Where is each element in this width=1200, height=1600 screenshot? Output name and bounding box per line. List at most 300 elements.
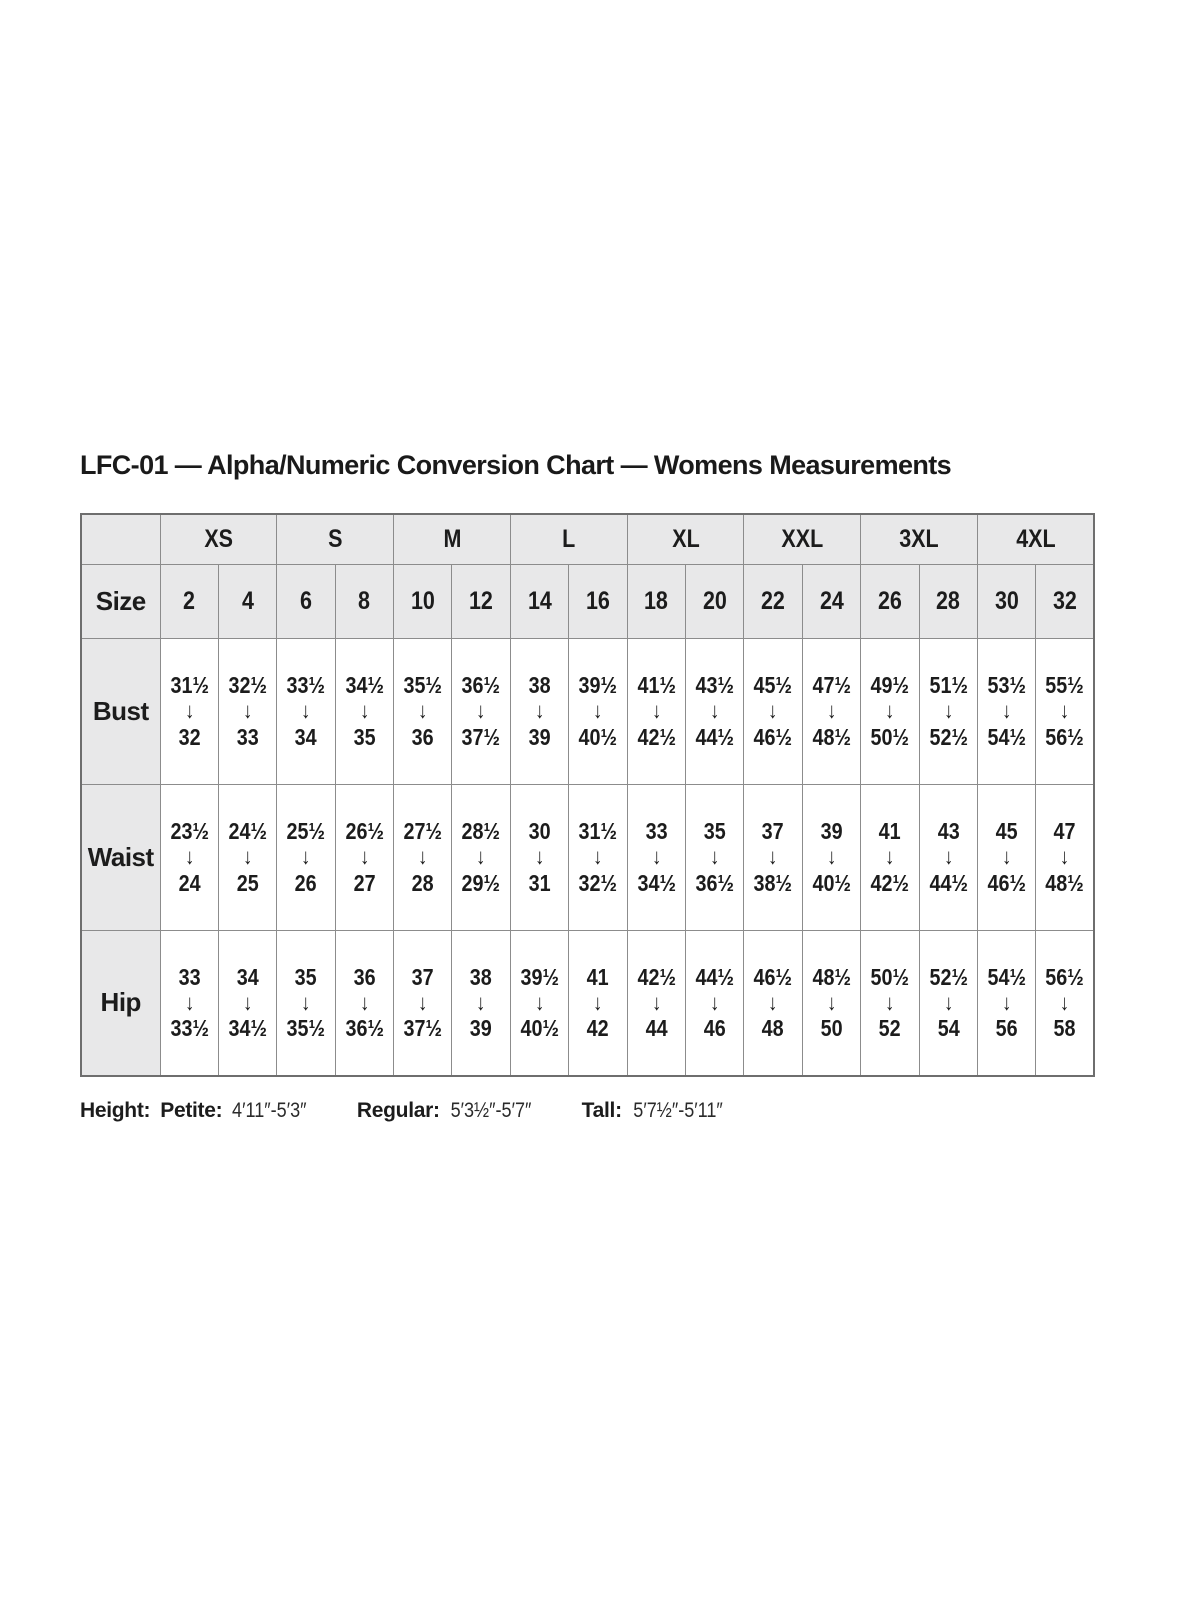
range-from-value: 25½ (286, 818, 326, 845)
range-stack (865, 963, 914, 1042)
range-to-value: 29½ (461, 869, 501, 896)
range-stack (982, 817, 1031, 896)
range-from-value: 31½ (169, 672, 209, 699)
down-arrow-icon: ↓ (242, 698, 253, 724)
down-arrow-icon: ↓ (301, 844, 311, 870)
range-to-value: 54 (937, 1015, 960, 1042)
range-from-value: 37 (411, 964, 434, 991)
down-arrow-icon: ↓ (768, 698, 778, 724)
range-stack (1040, 963, 1089, 1042)
range-cell-waist-size-28 (919, 784, 977, 930)
range-stack (456, 963, 505, 1042)
numeric-size-header-4 (218, 564, 276, 638)
range-cell-bust-size-20 (686, 638, 744, 784)
range-from-value: 51½ (929, 672, 968, 699)
range-to-value: 31 (528, 869, 551, 896)
range-from-value: 52½ (929, 964, 968, 991)
range-stack (690, 817, 739, 896)
down-arrow-icon: ↓ (710, 990, 720, 1016)
down-arrow-icon: ↓ (1001, 844, 1012, 870)
petite-label: Petite: (160, 1099, 223, 1122)
range-to-value: 42½ (637, 723, 676, 750)
range-stack (748, 817, 797, 896)
numeric-size-header-10 (394, 564, 452, 638)
range-from-value: 38 (470, 964, 493, 991)
range-stack (456, 671, 505, 750)
range-to-value: 37½ (403, 1015, 443, 1042)
down-arrow-icon: ↓ (1060, 990, 1070, 1016)
numeric-size-header-20 (686, 564, 744, 638)
range-cell-bust-size-4 (218, 638, 276, 784)
range-from-value: 45½ (753, 672, 793, 699)
down-arrow-icon: ↓ (768, 844, 778, 870)
range-cell-hip-size-4 (218, 930, 276, 1076)
numeric-size-header-12 (452, 564, 510, 638)
range-from-value: 49½ (870, 672, 910, 699)
numeric-size-value: 22 (761, 586, 786, 615)
numeric-size-value: 28 (936, 586, 961, 615)
range-to-value: 38½ (753, 869, 793, 896)
range-stack (924, 817, 973, 896)
down-arrow-icon: ↓ (418, 990, 428, 1016)
down-arrow-icon: ↓ (1060, 844, 1070, 870)
range-from-value: 43 (937, 818, 960, 845)
range-to-value: 39 (470, 1015, 493, 1042)
down-arrow-icon: ↓ (476, 990, 486, 1016)
down-arrow-icon: ↓ (651, 990, 662, 1016)
range-from-value: 41½ (637, 672, 676, 699)
range-from-value: 44½ (695, 964, 734, 991)
down-arrow-icon: ↓ (826, 844, 837, 870)
range-stack (807, 963, 856, 1042)
range-stack (924, 963, 973, 1042)
numeric-size-header-18 (627, 564, 685, 638)
range-cell-hip-size-30 (978, 930, 1036, 1076)
range-stack (865, 817, 914, 896)
numeric-size-value: 2 (183, 586, 196, 615)
range-stack (632, 963, 681, 1042)
down-arrow-icon: ↓ (1001, 698, 1012, 724)
range-to-value: 40½ (812, 869, 851, 896)
numeric-size-value: 4 (241, 586, 254, 615)
range-to-value: 32 (178, 723, 201, 750)
alpha-size-label: S (328, 524, 343, 553)
range-from-value: 43½ (695, 672, 734, 699)
range-to-value: 56½ (1045, 723, 1085, 750)
tall-range: 5′7½″-5′11″ (633, 1099, 723, 1122)
range-to-value: 34½ (637, 869, 676, 896)
down-arrow-icon: ↓ (651, 844, 662, 870)
range-cell-waist-size-30 (978, 784, 1036, 930)
range-from-value: 35½ (403, 672, 443, 699)
range-cell-waist-size-10 (394, 784, 452, 930)
down-arrow-icon: ↓ (418, 698, 428, 724)
range-cell-bust-size-6 (277, 638, 335, 784)
range-stack (807, 817, 856, 896)
range-from-value: 47 (1053, 818, 1076, 845)
range-stack (515, 963, 564, 1042)
down-arrow-icon: ↓ (184, 844, 194, 870)
numeric-size-value: 26 (877, 586, 902, 615)
numeric-size-value: 14 (527, 586, 552, 615)
range-cell-waist-size-24 (802, 784, 860, 930)
down-arrow-icon: ↓ (418, 844, 428, 870)
petite-range: 4′11″-5′3″ (232, 1099, 307, 1122)
range-cell-waist-size-22 (744, 784, 802, 930)
range-stack (223, 671, 272, 750)
range-from-value: 41 (586, 964, 609, 991)
down-arrow-icon: ↓ (184, 698, 194, 724)
range-from-value: 48½ (812, 964, 851, 991)
range-from-value: 34½ (345, 672, 384, 699)
down-arrow-icon: ↓ (943, 698, 954, 724)
range-to-value: 44 (645, 1015, 668, 1042)
range-stack (807, 671, 856, 750)
range-cell-waist-size-32 (1036, 784, 1094, 930)
alpha-size-header-xs (160, 514, 277, 564)
range-cell-hip-size-24 (802, 930, 860, 1076)
numeric-size-header-row (81, 564, 1094, 638)
numeric-size-header-32 (1036, 564, 1094, 638)
range-stack (690, 963, 739, 1042)
down-arrow-icon: ↓ (1001, 990, 1012, 1016)
range-to-value: 42½ (870, 869, 910, 896)
range-stack (982, 963, 1031, 1042)
range-cell-bust-size-2 (160, 638, 218, 784)
range-from-value: 54½ (987, 964, 1026, 991)
range-cell-hip-size-28 (919, 930, 977, 1076)
down-arrow-icon: ↓ (943, 990, 954, 1016)
down-arrow-icon: ↓ (593, 990, 603, 1016)
range-to-value: 37½ (461, 723, 501, 750)
numeric-size-value: 30 (994, 586, 1019, 615)
down-arrow-icon: ↓ (826, 990, 837, 1016)
numeric-size-header-22 (744, 564, 802, 638)
alpha-size-header-l (510, 514, 627, 564)
tall-label: Tall: (581, 1099, 622, 1122)
range-cell-hip-size-6 (277, 930, 335, 1076)
range-cell-bust-size-16 (569, 638, 627, 784)
range-from-value: 42½ (637, 964, 676, 991)
range-stack (398, 817, 447, 896)
range-from-value: 35 (294, 964, 317, 991)
range-cell-hip-size-20 (686, 930, 744, 1076)
numeric-size-value: 12 (469, 586, 494, 615)
range-from-value: 35 (703, 818, 726, 845)
size-guide-content (80, 450, 1094, 1123)
alpha-size-label: L (562, 524, 576, 553)
range-cell-bust-size-28 (919, 638, 977, 784)
down-arrow-icon: ↓ (885, 844, 895, 870)
range-cell-bust-size-32 (1036, 638, 1094, 784)
numeric-size-header-24 (802, 564, 860, 638)
range-cell-bust-size-22 (744, 638, 802, 784)
range-from-value: 33 (178, 964, 201, 991)
range-to-value: 35½ (286, 1015, 326, 1042)
measurement-row-waist (81, 784, 1094, 930)
height-legend-title: Height: (80, 1099, 151, 1122)
range-stack (398, 963, 447, 1042)
range-to-value: 26 (294, 869, 317, 896)
down-arrow-icon: ↓ (593, 844, 603, 870)
range-cell-waist-size-14 (510, 784, 568, 930)
range-from-value: 39½ (520, 964, 559, 991)
range-cell-hip-size-16 (569, 930, 627, 1076)
down-arrow-icon: ↓ (885, 698, 895, 724)
range-cell-hip-size-10 (394, 930, 452, 1076)
range-to-value: 58 (1053, 1015, 1076, 1042)
range-to-value: 46½ (987, 869, 1026, 896)
range-from-value: 31½ (578, 818, 618, 845)
row-label-bust: Bust (81, 638, 160, 784)
down-arrow-icon: ↓ (301, 990, 311, 1016)
range-stack (1040, 817, 1089, 896)
down-arrow-icon: ↓ (534, 990, 545, 1016)
corner-cell (81, 514, 160, 564)
range-cell-waist-size-20 (686, 784, 744, 930)
range-to-value: 50½ (870, 723, 910, 750)
down-arrow-icon: ↓ (476, 698, 486, 724)
range-to-value: 33 (236, 723, 259, 750)
numeric-size-value: 10 (410, 586, 435, 615)
range-to-value: 39 (528, 723, 551, 750)
numeric-size-value: 20 (702, 586, 727, 615)
range-to-value: 34 (294, 723, 317, 750)
range-cell-bust-size-8 (335, 638, 393, 784)
range-stack (573, 671, 622, 750)
range-cell-bust-size-10 (394, 638, 452, 784)
range-stack (865, 671, 914, 750)
range-cell-waist-size-2 (160, 784, 218, 930)
range-stack (924, 671, 973, 750)
down-arrow-icon: ↓ (534, 844, 545, 870)
range-stack (573, 817, 622, 896)
range-to-value: 44½ (929, 869, 968, 896)
range-to-value: 52½ (929, 723, 968, 750)
size-row-label: Size (81, 564, 160, 638)
range-stack (165, 963, 214, 1042)
numeric-size-value: 8 (358, 586, 371, 615)
alpha-size-header-3xl (861, 514, 978, 564)
range-to-value: 42 (586, 1015, 609, 1042)
range-cell-bust-size-18 (627, 638, 685, 784)
range-stack (398, 671, 447, 750)
range-cell-hip-size-22 (744, 930, 802, 1076)
range-from-value: 53½ (987, 672, 1026, 699)
range-stack (573, 963, 622, 1042)
range-cell-hip-size-12 (452, 930, 510, 1076)
down-arrow-icon: ↓ (826, 698, 837, 724)
down-arrow-icon: ↓ (359, 990, 370, 1016)
numeric-size-header-6 (277, 564, 335, 638)
numeric-size-value: 6 (300, 586, 312, 615)
range-to-value: 24 (178, 869, 201, 896)
range-cell-waist-size-6 (277, 784, 335, 930)
range-to-value: 33½ (169, 1015, 209, 1042)
range-stack (340, 671, 389, 750)
range-to-value: 56 (995, 1015, 1018, 1042)
down-arrow-icon: ↓ (301, 698, 311, 724)
alpha-size-header-s (277, 514, 394, 564)
page-title: LFC-01 — Alpha/Numeric Conversion Chart — Womens Measurements (80, 450, 952, 480)
down-arrow-icon: ↓ (651, 698, 662, 724)
range-from-value: 33 (645, 818, 668, 845)
range-stack (165, 671, 214, 750)
range-cell-hip-size-18 (627, 930, 685, 1076)
range-to-value: 48½ (812, 723, 851, 750)
range-to-value: 46 (703, 1015, 726, 1042)
alpha-size-header-xl (627, 514, 744, 564)
alpha-size-header-m (394, 514, 511, 564)
range-to-value: 25 (236, 869, 259, 896)
numeric-size-header-14 (510, 564, 568, 638)
size-chart-table (80, 513, 1095, 1077)
down-arrow-icon: ↓ (885, 990, 895, 1016)
numeric-size-value: 24 (819, 586, 844, 615)
range-from-value: 28½ (461, 818, 501, 845)
range-to-value: 36½ (695, 869, 734, 896)
range-to-value: 40½ (578, 723, 618, 750)
numeric-size-header-8 (335, 564, 393, 638)
range-to-value: 46½ (753, 723, 793, 750)
range-from-value: 26½ (345, 818, 384, 845)
alpha-size-label: 4XL (1015, 524, 1056, 553)
range-from-value: 39 (820, 818, 843, 845)
range-cell-waist-size-18 (627, 784, 685, 930)
range-stack (165, 817, 214, 896)
range-to-value: 27 (353, 869, 376, 896)
range-from-value: 24½ (228, 818, 267, 845)
range-from-value: 46½ (753, 964, 793, 991)
range-from-value: 30 (528, 818, 551, 845)
range-cell-bust-size-30 (978, 638, 1036, 784)
range-stack (340, 963, 389, 1042)
range-stack (515, 817, 564, 896)
down-arrow-icon: ↓ (710, 844, 720, 870)
down-arrow-icon: ↓ (184, 990, 194, 1016)
numeric-size-header-2 (160, 564, 218, 638)
down-arrow-icon: ↓ (710, 698, 720, 724)
down-arrow-icon: ↓ (768, 990, 778, 1016)
legend-entry-regular (347, 1099, 538, 1122)
range-cell-waist-size-4 (218, 784, 276, 930)
range-from-value: 34 (236, 964, 259, 991)
range-from-value: 50½ (870, 964, 910, 991)
down-arrow-icon: ↓ (943, 844, 954, 870)
range-from-value: 39½ (578, 672, 618, 699)
alpha-size-header-4xl (978, 514, 1095, 564)
range-stack (281, 671, 330, 750)
range-cell-hip-size-14 (510, 930, 568, 1076)
numeric-size-header-28 (919, 564, 977, 638)
range-from-value: 27½ (403, 818, 443, 845)
down-arrow-icon: ↓ (242, 990, 253, 1016)
down-arrow-icon: ↓ (242, 844, 253, 870)
range-from-value: 41 (878, 818, 901, 845)
row-label-hip: Hip (81, 930, 160, 1076)
numeric-size-value: 32 (1052, 586, 1077, 615)
range-cell-waist-size-12 (452, 784, 510, 930)
range-cell-hip-size-32 (1036, 930, 1094, 1076)
range-to-value: 28 (411, 869, 434, 896)
down-arrow-icon: ↓ (1060, 698, 1070, 724)
regular-label: Regular: (356, 1099, 440, 1122)
range-to-value: 36½ (345, 1015, 384, 1042)
legend-entry-petite (150, 1099, 313, 1122)
down-arrow-icon: ↓ (359, 844, 370, 870)
range-to-value: 52 (878, 1015, 901, 1042)
range-cell-bust-size-24 (802, 638, 860, 784)
range-stack (340, 817, 389, 896)
range-from-value: 32½ (228, 672, 267, 699)
range-cell-waist-size-8 (335, 784, 393, 930)
range-from-value: 23½ (169, 818, 209, 845)
range-cell-bust-size-26 (861, 638, 919, 784)
down-arrow-icon: ↓ (593, 698, 603, 724)
range-from-value: 38 (528, 672, 551, 699)
alpha-size-label: 3XL (899, 524, 939, 553)
range-from-value: 45 (995, 818, 1018, 845)
range-stack (223, 963, 272, 1042)
measurement-row-hip (81, 930, 1094, 1076)
range-stack (982, 671, 1031, 750)
range-from-value: 47½ (812, 672, 851, 699)
range-to-value: 40½ (520, 1015, 559, 1042)
range-stack (632, 671, 681, 750)
alpha-size-header-xxl (744, 514, 861, 564)
legend-entry-tall (572, 1099, 730, 1122)
numeric-size-header-26 (861, 564, 919, 638)
range-stack (281, 963, 330, 1042)
range-cell-waist-size-26 (861, 784, 919, 930)
range-from-value: 37 (762, 818, 785, 845)
range-from-value: 36½ (461, 672, 501, 699)
range-stack (690, 671, 739, 750)
range-from-value: 36 (353, 964, 376, 991)
alpha-size-header-row (81, 514, 1094, 564)
down-arrow-icon: ↓ (534, 698, 545, 724)
range-cell-hip-size-26 (861, 930, 919, 1076)
down-arrow-icon: ↓ (476, 844, 486, 870)
range-to-value: 44½ (695, 723, 734, 750)
numeric-size-value: 18 (644, 586, 669, 615)
range-stack (456, 817, 505, 896)
range-stack (515, 671, 564, 750)
range-to-value: 35 (353, 723, 376, 750)
range-cell-hip-size-8 (335, 930, 393, 1076)
range-to-value: 34½ (228, 1015, 267, 1042)
range-stack (1040, 671, 1089, 750)
range-cell-bust-size-14 (510, 638, 568, 784)
range-stack (632, 817, 681, 896)
alpha-size-label: XL (671, 524, 700, 553)
row-label-waist: Waist (81, 784, 160, 930)
alpha-size-label: XXL (781, 524, 824, 553)
height-legend (80, 1099, 1094, 1123)
numeric-size-header-16 (569, 564, 627, 638)
range-to-value: 48 (762, 1015, 785, 1042)
down-arrow-icon: ↓ (359, 698, 370, 724)
range-to-value: 32½ (578, 869, 618, 896)
alpha-size-label: M (443, 524, 461, 553)
range-stack (223, 817, 272, 896)
regular-range: 5′3½″-5′7″ (450, 1099, 532, 1122)
range-from-value: 33½ (286, 672, 326, 699)
range-cell-waist-size-16 (569, 784, 627, 930)
range-from-value: 55½ (1045, 672, 1085, 699)
numeric-size-value: 16 (585, 586, 610, 615)
range-cell-hip-size-2 (160, 930, 218, 1076)
